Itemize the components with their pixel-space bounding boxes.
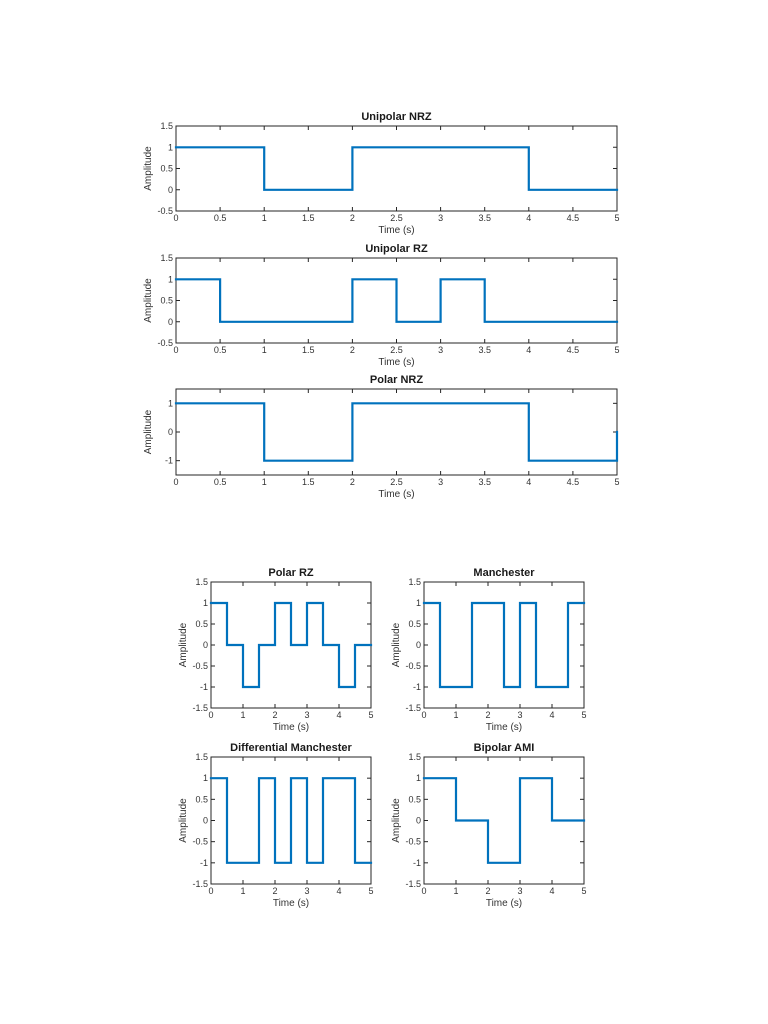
chart-7-x-axis-label: Time (s): [485, 898, 523, 909]
chart-5-x-tick-label: 0: [421, 710, 427, 720]
chart-3-x-tick-label: 1: [261, 477, 267, 487]
chart-4-x-tick-label: 4: [336, 710, 342, 720]
chart-7-y-tick-label: -1: [412, 857, 421, 868]
chart-3-x-axis-label: Time (s): [378, 489, 415, 500]
chart-3-x-tick-label: 0.5: [213, 477, 227, 487]
chart-3-x-tick-label: 1.5: [302, 477, 315, 487]
chart-5-x-tick-label: 5: [581, 710, 587, 720]
chart-3-x-tick-label: 0: [173, 477, 179, 487]
chart-1-y-tick-label: 1.5: [160, 121, 173, 131]
chart-3-x-tick-label: 4: [526, 477, 532, 487]
chart-5-y-tick-label: 1.5: [408, 577, 421, 587]
chart-2-y-axis-label: Amplitude: [143, 278, 154, 323]
chart-1-x-tick-label: 3.5: [478, 213, 491, 223]
chart-5-title: Manchester: [473, 567, 535, 579]
chart-6-x-tick-label: 3: [304, 886, 310, 896]
chart-4-y-tick-label: 1.5: [195, 577, 208, 587]
chart-7-x-tick-label: 4: [549, 886, 555, 896]
chart-5-x-tick-label: 3: [517, 710, 523, 720]
chart-6-y-tick-label: 0.5: [195, 794, 208, 805]
chart-3-y-tick-label: 0: [167, 427, 173, 437]
chart-3-y-tick-label: 1: [167, 398, 173, 409]
chart-5-y-tick-label: 0.5: [408, 619, 421, 629]
chart-2-x-tick-label: 4: [526, 345, 532, 355]
chart-7-y-tick-label: 0: [415, 815, 421, 826]
chart-2-y-tick-label: 0: [167, 316, 173, 327]
chart-3-y-axis-label: Amplitude: [143, 409, 154, 455]
chart-4-x-tick-label: 1: [240, 710, 246, 720]
chart-3-x-tick-label: 3.5: [478, 477, 491, 487]
chart-5-x-tick-label: 1: [453, 710, 459, 720]
chart-5-y-tick-label: 0: [415, 640, 421, 650]
chart-5-x-tick-label: 4: [549, 710, 555, 720]
chart-7-x-tick-label: 3: [517, 886, 523, 896]
chart-5-y-tick-label: -0.5: [405, 661, 421, 671]
chart-5-y-tick-label: 1: [415, 598, 421, 608]
chart-2-y-tick-label: 0.5: [160, 295, 173, 306]
chart-2-x-tick-label: 1.5: [302, 345, 315, 355]
chart-6-y-axis-label: Amplitude: [178, 798, 189, 843]
chart-2-y-tick-label: 1: [167, 274, 173, 285]
chart-6-x-tick-label: 0: [208, 886, 214, 896]
chart-1-y-tick-label: 1: [167, 142, 173, 153]
chart-7-x-tick-label: 2: [485, 886, 491, 896]
chart-5-x-tick-label: 2: [485, 710, 491, 720]
chart-3-title: Polar NRZ: [369, 374, 424, 386]
chart-1-x-tick-label: 2: [349, 213, 355, 223]
chart-6-x-axis-label: Time (s): [272, 898, 310, 909]
chart-3-x-tick-label: 2.5: [390, 477, 403, 487]
chart-4-x-tick-label: 2: [272, 710, 278, 720]
chart-5-y-axis-label: Amplitude: [391, 622, 402, 668]
chart-3-x-tick-label: 4.5: [566, 477, 580, 487]
chart-3-x-tick-label: 2: [349, 477, 355, 487]
chart-5-y-tick-label: -1: [412, 682, 421, 692]
chart-polar-rz: [178, 567, 374, 733]
chart-2-x-tick-label: 2: [349, 345, 355, 355]
chart-1-x-tick-label: 0.5: [213, 213, 227, 223]
chart-7-title: Bipolar AMI: [473, 742, 535, 754]
chart-1-x-axis-label: Time (s): [378, 225, 415, 236]
chart-2-x-axis-label: Time (s): [378, 357, 415, 368]
chart-7-x-tick-label: 5: [581, 886, 587, 896]
chart-1-x-tick-label: 5: [614, 213, 620, 223]
chart-7-x-tick-label: 0: [421, 886, 427, 896]
chart-1-x-tick-label: 2.5: [390, 213, 403, 223]
chart-7-x-tick-label: 1: [453, 886, 459, 896]
chart-1-y-axis-label: Amplitude: [143, 146, 154, 191]
chart-7-y-tick-label: 0.5: [408, 794, 421, 805]
chart-2-x-tick-label: 2.5: [390, 345, 403, 355]
chart-7-y-tick-label: -0.5: [405, 836, 421, 847]
chart-1-plot-area: [176, 126, 617, 211]
chart-manchester: [391, 567, 587, 733]
chart-2-x-tick-label: 3.5: [478, 345, 491, 355]
chart-2-x-tick-label: 0: [173, 345, 179, 355]
chart-2-y-tick-label: -0.5: [157, 338, 173, 348]
chart-5-y-tick-label: -1.5: [405, 703, 421, 713]
chart-4-y-tick-label: 0.5: [195, 619, 208, 629]
chart-6-y-tick-label: 1.5: [195, 752, 208, 762]
chart-7-y-tick-label: 1.5: [408, 752, 421, 762]
chart-2-x-tick-label: 5: [614, 345, 620, 355]
chart-4-y-tick-label: 0: [202, 640, 208, 650]
chart-2-y-tick-label: 1.5: [160, 253, 173, 263]
chart-1-y-tick-label: -0.5: [157, 206, 173, 216]
chart-1-y-tick-label: 0: [167, 184, 173, 195]
chart-5-x-axis-label: Time (s): [485, 722, 523, 733]
chart-4-x-tick-label: 5: [368, 710, 374, 720]
chart-7-y-axis-label: Amplitude: [391, 798, 402, 843]
chart-1-x-tick-label: 1.5: [302, 213, 315, 223]
chart-1-x-tick-label: 3: [438, 213, 444, 223]
chart-6-y-tick-label: -1: [199, 857, 208, 868]
chart-bipolar-ami: [391, 742, 587, 909]
chart-6-x-tick-label: 2: [272, 886, 278, 896]
chart-2-x-tick-label: 4.5: [566, 345, 580, 355]
chart-4-y-tick-label: 1: [202, 598, 208, 608]
chart-4-x-axis-label: Time (s): [272, 722, 310, 733]
chart-3-x-tick-label: 3: [438, 477, 444, 487]
chart-2-x-tick-label: 3: [438, 345, 444, 355]
chart-4-y-axis-label: Amplitude: [178, 622, 189, 668]
chart-2-title: Unipolar RZ: [365, 243, 428, 255]
chart-3-x-tick-label: 5: [614, 477, 620, 487]
chart-4-y-tick-label: -1.5: [192, 703, 208, 713]
chart-1-x-tick-label: 4: [526, 213, 532, 223]
chart-6-y-tick-label: 1: [202, 773, 208, 784]
chart-4-x-tick-label: 3: [304, 710, 310, 720]
chart-6-title: Differential Manchester: [230, 742, 352, 754]
chart-6-x-tick-label: 5: [368, 886, 374, 896]
chart-6-y-tick-label: -0.5: [192, 836, 208, 847]
chart-6-y-tick-label: -1.5: [192, 879, 208, 889]
chart-1-title: Unipolar NRZ: [361, 111, 432, 123]
chart-6-y-tick-label: 0: [202, 815, 208, 826]
chart-4-y-tick-label: -0.5: [192, 661, 208, 671]
chart-4-title: Polar RZ: [268, 567, 314, 579]
chart-3-y-tick-label: -1: [164, 455, 173, 466]
chart-1-x-tick-label: 1: [261, 213, 267, 223]
chart-6-x-tick-label: 4: [336, 886, 342, 896]
chart-2-x-tick-label: 1: [261, 345, 267, 355]
chart-4-x-tick-label: 0: [208, 710, 214, 720]
chart-1-y-tick-label: 0.5: [160, 163, 173, 174]
chart-1-x-tick-label: 4.5: [566, 213, 580, 223]
chart-4-y-tick-label: -1: [199, 682, 208, 692]
chart-polar-nrz: [143, 374, 620, 500]
chart-3-plot-area: [176, 389, 617, 475]
chart-2-x-tick-label: 0.5: [213, 345, 227, 355]
chart-6-x-tick-label: 1: [240, 886, 246, 896]
chart-7-y-tick-label: -1.5: [405, 879, 421, 889]
chart-1-x-tick-label: 0: [173, 213, 179, 223]
chart-differential-manchester: [178, 742, 374, 909]
chart-unipolar-rz: [143, 243, 620, 368]
chart-7-y-tick-label: 1: [415, 773, 421, 784]
chart-unipolar-nrz: [143, 111, 620, 236]
